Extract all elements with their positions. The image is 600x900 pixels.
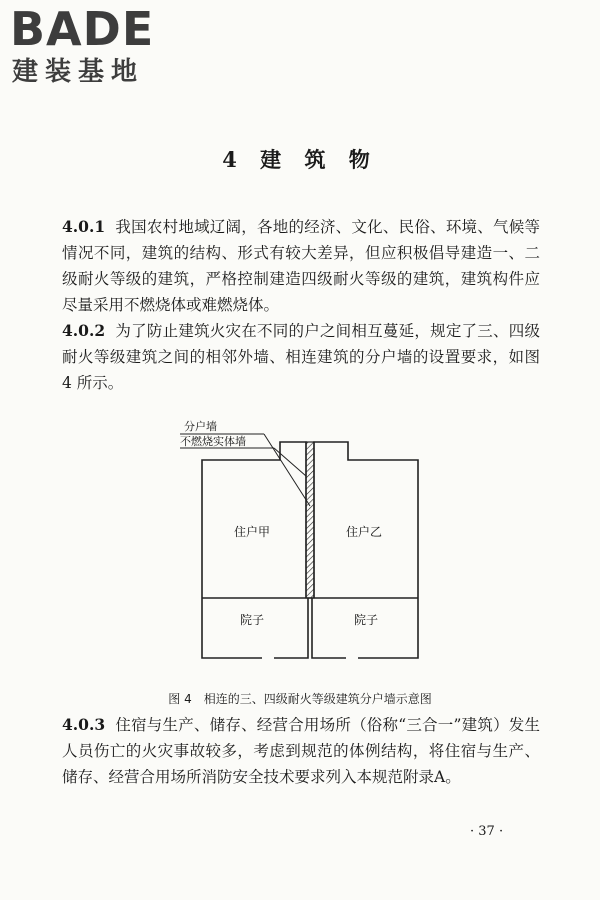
label-household-a: 住户甲 <box>234 525 271 539</box>
callout-leader <box>264 434 310 506</box>
label-yard-b: 院子 <box>354 613 379 627</box>
clause-number: 4.0.2 <box>62 321 106 340</box>
logo-brand: BADE <box>10 2 155 56</box>
label-household-b: 住户乙 <box>346 525 383 539</box>
household-b-outline <box>314 442 418 598</box>
partition-wall <box>306 442 314 598</box>
clause-number: 4.0.3 <box>62 715 106 734</box>
yard-a-outline <box>202 598 265 658</box>
yard-b-outline-right <box>358 598 418 658</box>
figure-caption: 图 4 相连的三、四级耐火等级建筑分户墙示意图 <box>168 692 432 706</box>
paragraph-4-0-2 <box>62 318 540 396</box>
page-number: · 37 · <box>470 824 504 839</box>
label-noncombustible-wall: 不燃烧实体墙 <box>180 435 246 448</box>
paragraph-4-0-1 <box>62 214 540 318</box>
yard-a-outline-right <box>274 598 308 658</box>
yard-b-outline <box>312 598 346 658</box>
paragraph-4-0-3 <box>62 712 540 790</box>
partition-wall-diagram <box>170 410 450 680</box>
chapter-title: 4 建 筑 物 <box>222 147 378 172</box>
label-yard-a: 院子 <box>240 613 265 627</box>
clause-text: 我国农村地域辽阔，各地的经济、文化、民俗、环境、气候等情况不同，建筑的结构、形式有较大差异，但应积极倡导建造一、二级耐火等级的建筑，严格控制建造四级耐火等级的建筑，建筑构件应尽量采用不燃烧体或难燃烧体。 <box>62 218 540 314</box>
callout-leader <box>274 448 306 476</box>
clause-text: 住宿与生产、储存、经营合用场所（俗称“三合一”建筑）发生人员伤亡的火灾事故较多，考虑到规范的体例结构，将住宿与生产、储存、经营合用场所消防安全技术要求列入本规范附录A。 <box>62 716 540 786</box>
logo <box>10 4 180 92</box>
household-a-outline <box>202 442 306 598</box>
label-partition-wall: 分户墙 <box>184 420 217 433</box>
clause-text: 为了防止建筑火灾在不同的户之间相互蔓延，规定了三、四级耐火等级建筑之间的相邻外墙、相连建筑的分户墙的设置要求，如图 4 所示。 <box>62 322 540 392</box>
logo-subtitle: 建装基地 <box>12 57 145 87</box>
clause-number: 4.0.1 <box>62 217 106 236</box>
